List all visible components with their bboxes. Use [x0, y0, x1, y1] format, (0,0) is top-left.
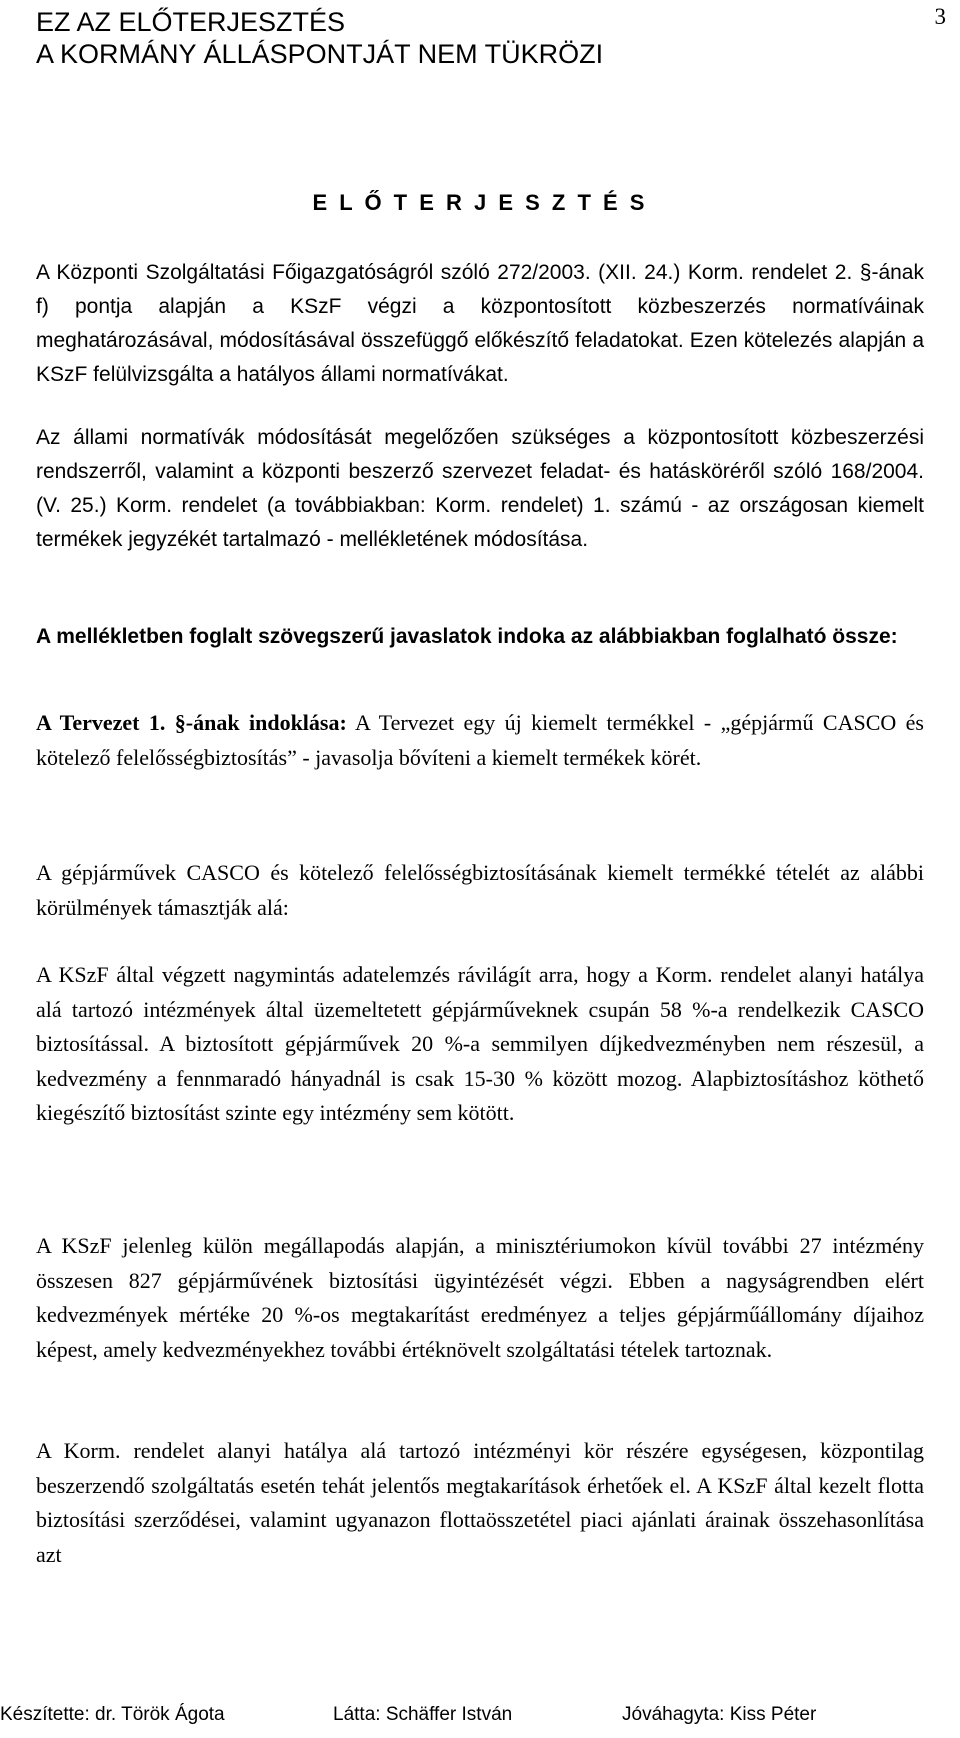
document-title: E L Ő T E R J E S Z T É S — [312, 190, 648, 215]
footer-approved-by: Jóváhagyta: Kiss Péter — [622, 1704, 817, 1725]
paragraph-2: Az állami normatívák módosítását megelőzően szükséges a központosított közbeszerzési rendszerről, valamint a központi beszerző szervezet feladat- és hatásköréről szóló 168/2004. (V. 25.) Korm. rendelet (a továbbiakban: Korm. rendelet) 1. számú - az országosan kiemelt termékek jegyzékét tartalmazó - mellékletének módosítása. — [36, 426, 924, 551]
paragraph-7: A KSzF jelenleg külön megállapodás alapján, a minisztériumokon kívül további 27 intézmény összesen 827 gépjárművének biztosítási ügyintézését végzi. Ebben a nagyságrendben elért kedvezmények mértéke 20 %-os megtakarítást eredményez a teljes gépjárműállomány díjaihoz képest, amely kedvezményekhez további értéknövelt szolgáltatási tételek tartoznak. — [36, 1233, 924, 1362]
paragraph-4 — [36, 706, 924, 775]
footer-prepared-by: Készítette: dr. Török Ágota — [0, 1704, 225, 1725]
page-number: 3 — [934, 4, 946, 29]
paragraph-6: A KSzF által végzett nagymintás adatelemzés rávilágít arra, hogy a Korm. rendelet alanyi hatálya alá tartozó intézmények által üzemeltetett gépjárműveknek csupán 58 %-a rendelkezik CASCO biztosítással. A biztosított gépjárművek 20 %-a semmilyen díjkedvezményben nem részesül, a kedvezmény a fennmaradó hányadnál is csak 15-30 % között mozog. Alapbiztosításhoz köthető kiegészítő biztosítást szinte egy intézmény sem kötött. — [36, 962, 924, 1125]
footer-seen-by: Látta: Schäffer István — [333, 1704, 513, 1725]
paragraph-1: A Központi Szolgáltatási Főigazgatóságról szóló 272/2003. (XII. 24.) Korm. rendelet 2. §-ának f) pontja alapján a KSzF végzi a központosított közbeszerzés normatíváinak meghatározásával, módosításával összefüggő előkészítő feladatokat. Ezen kötelezés alapján a KSzF felülvizsgálta a hatályos állami normatívákat. — [36, 261, 924, 386]
header-line-1: EZ AZ ELŐTERJESZTÉS — [36, 7, 346, 37]
paragraph-4-heading: A Tervezet 1. §-ának indoklása: — [36, 710, 347, 735]
header-notice — [36, 6, 603, 70]
footer — [0, 1704, 960, 1734]
paragraph-5: A gépjárművek CASCO és kötelező felelősségbiztosításának kiemelt termékké tételét az alábbi körülmények támasztják alá: — [36, 860, 924, 920]
paragraph-8: A Korm. rendelet alanyi hatálya alá tartozó intézményi kör részére egységesen, központilag beszerzendő szolgáltatás esetén tehát jelentős megtakarítások érhetőek el. A KSzF által kezelt flotta biztosítási szerződései, valamint ugyanazon flottaösszetétel piaci ajánlati árainak összehasonlítása azt — [36, 1438, 924, 1567]
paragraph-4-text: A Tervezet egy új kiemelt termékkel - „gépjármű CASCO és kötelező felelősségbiztosítás” - javasolja bővíteni a kiemelt termékek körét. — [36, 710, 924, 770]
header-line-2: A KORMÁNY ÁLLÁSPONTJÁT NEM TÜKRÖZI — [36, 39, 604, 69]
paragraph-3: A mellékletben foglalt szövegszerű javaslatok indoka az alábbiakban foglalható össze: — [36, 625, 898, 648]
